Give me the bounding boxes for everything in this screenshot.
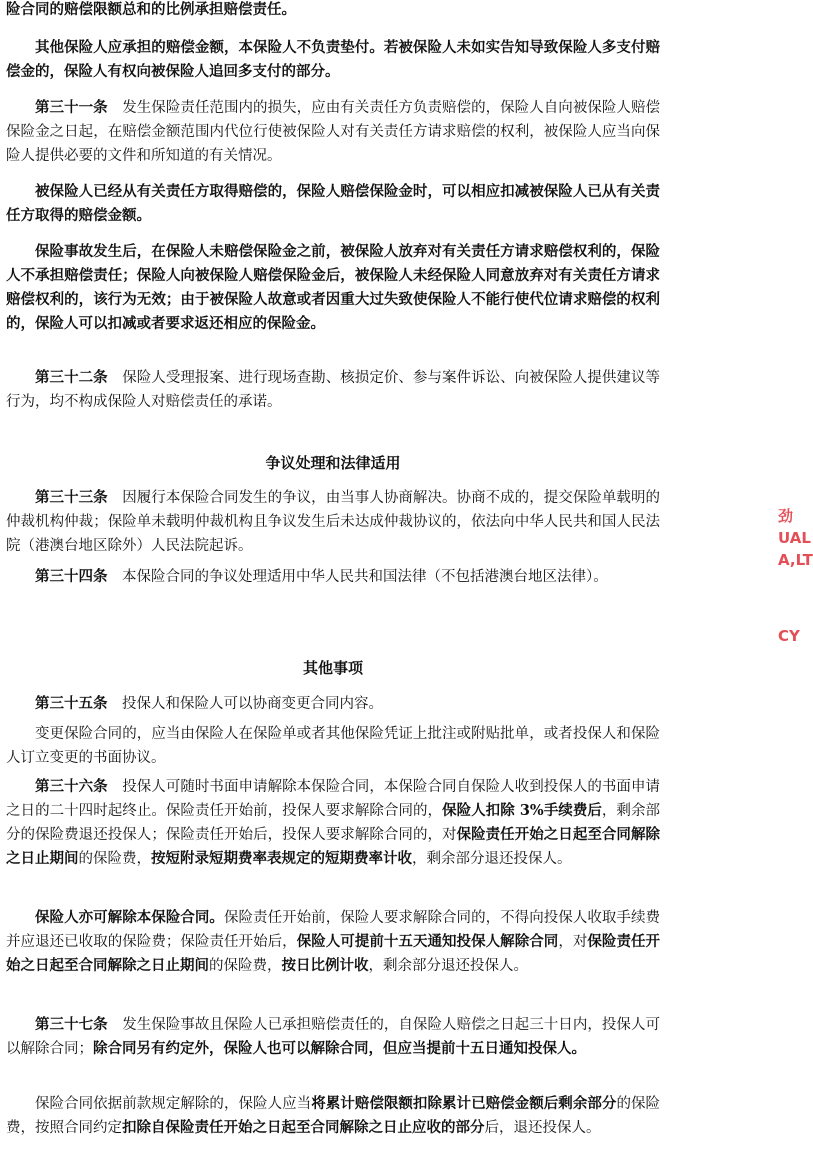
paragraph-article-31 xyxy=(6,96,660,168)
paragraph-refund-after-termination xyxy=(6,1092,660,1140)
text-run: 发生保险责任范围内的损失，应由有关责任方负责赔偿的，保险人自向被保险人赔偿保险金之日起，在赔偿金额范围内代位行使被保险人对有关责任方请求赔偿的权利，被保险人应当向保险人提供必要的文件和所知道的有关情况。 xyxy=(6,100,661,164)
bold-text-run: 保险人扣除 3%手续费后 xyxy=(442,802,602,819)
bold-text-run: 第三十六条 xyxy=(35,778,108,795)
paragraph-article-32 xyxy=(6,366,660,414)
text-run: 的保险费， xyxy=(78,851,151,867)
text-run: 保险合同依据前款规定解除的，保险人应当 xyxy=(35,1096,312,1112)
bold-text-run: 第三十五条 xyxy=(35,695,108,712)
paragraph-article-34 xyxy=(6,565,660,589)
bold-text-run: 第三十七条 xyxy=(35,1016,108,1033)
paragraph-article-37 xyxy=(6,1013,660,1061)
bold-text-run: 被保险人已经从有关责任方取得赔偿的，保险人赔偿保险金时，可以相应扣减被保险人已从有关责任方取得的赔偿金额。 xyxy=(6,183,660,224)
bold-text-run: 按日比例计收 xyxy=(281,957,369,974)
text-run: 变更保险合同的，应当由保险人在保险单或者其他保险凭证上批注或附贴批单，或者投保人和保险人订立变更的书面协议。 xyxy=(6,726,660,766)
text-run: 的保险费， xyxy=(209,958,282,974)
bold-text-run: 保险责任开始之日起至合同解除之日止期间 xyxy=(6,826,661,867)
bold-text-run: 除合同另有约定外，保险人也可以解除合同，但应当提前十五日通知投保人。 xyxy=(93,1040,586,1057)
stamp-line: UAL xyxy=(778,529,811,547)
text-run: 投保人可随时书面申请解除本保险合同，本保险合同自保险人收到投保人的书面申请之日的二十四时起终止。保险责任开始前，投保人要求解除合同的， xyxy=(6,779,661,819)
text-run: 保险责任开始前，保险人要求解除合同的，不得向投保人收取手续费并应退还已收取的保险费；保险责任开始后， xyxy=(6,910,661,950)
bold-text-run: 第三十二条 xyxy=(35,369,108,386)
paragraph-change-contract xyxy=(6,722,660,770)
paragraph-waiver-of-rights xyxy=(6,240,660,336)
text-run: 投保人和保险人可以协商变更合同内容。 xyxy=(107,696,383,712)
bold-text-run: 保险事故发生后，在保险人未赔偿保险金之前，被保险人放弃对有关责任方请求赔偿权利的，保险人不承担赔偿责任；保险人向被保险人赔偿保险金后，被保险人未经保险人同意放弃对有关责任方请求赔偿权利的，该行为无效；由于被保险人故意或者因重大过失致使保险人不能行使代位请求赔偿的权利的，保险人可以扣减或者要求返还相应的保险金。 xyxy=(6,243,660,332)
text-run: 保险人受理报案、进行现场查勘、核损定价、参与案件诉讼、向被保险人提供建议等行为，均不构成保险人对赔偿责任的承诺。 xyxy=(6,370,661,410)
bold-text-run: 保险人可提前十五天通知投保人解除合同 xyxy=(296,933,559,950)
section-heading-dispute: 争议处理和法律适用 xyxy=(265,454,401,472)
text-run: 因履行本保险合同发生的争议，由当事人协商解决。协商不成的，提交保险单载明的仲裁机构仲裁；保险单未载明仲裁机构且争议发生后未达成仲裁协议的，依法向中华人民共和国人民法院（港澳台地区除外）人民法院起诉。 xyxy=(6,490,661,554)
bold-text-run: 其他保险人应承担的赔偿金额，本保险人不负责垫付。若被保险人未如实告知导致保险人多支付赔偿金的，保险人有权向被保险人追回多支付的部分。 xyxy=(6,39,660,80)
text-run: 后，退还投保人。 xyxy=(484,1120,601,1136)
bold-text-run: 第三十三条 xyxy=(35,489,108,506)
bold-text-run: 保险责任开始之日起至合同解除之日止期间 xyxy=(6,933,661,974)
paragraph-proportional-liability xyxy=(6,0,660,22)
paragraph-article-36 xyxy=(6,775,660,871)
paragraph-article-35 xyxy=(6,692,660,716)
text-run: 的保险费，按照合同约定 xyxy=(6,1096,661,1136)
bold-text-run: 扣除自保险责任开始之日起至合同解除之日止应收的部分 xyxy=(122,1119,485,1136)
text-run: 本保险合同的争议处理适用中华人民共和国法律（不包括港澳台地区法律）。 xyxy=(107,569,608,585)
paragraph-no-advance-payment xyxy=(6,36,660,84)
section-heading-other: 其他事项 xyxy=(302,659,363,677)
stamp-line: A,LT xyxy=(778,551,813,569)
red-seal-stamp xyxy=(778,505,813,647)
bold-text-run: 将累计赔偿限额扣除累计已赔偿金额后剩余部分 xyxy=(311,1095,617,1112)
paragraph-deduct-compensation xyxy=(6,180,660,228)
stamp-line: CY xyxy=(778,627,800,645)
bold-text-run: 险合同的赔偿限额总和的比例承担赔偿责任。 xyxy=(6,1,296,18)
text-run: ，对 xyxy=(558,934,588,950)
bold-text-run: 第三十一条 xyxy=(35,99,108,116)
paragraph-insurer-termination xyxy=(6,906,660,978)
stamp-line: 劲 xyxy=(778,507,794,525)
text-run: 发生保险事故且保险人已承担赔偿责任的，自保险人赔偿之日起三十日内，投保人可以解除合同； xyxy=(6,1017,661,1057)
text-run: ，剩余部分的保险费退还投保人；保险责任开始后，投保人要求解除合同的，对 xyxy=(6,803,660,843)
bold-text-run: 保险人亦可解除本保险合同。 xyxy=(35,909,224,926)
paragraph-article-33 xyxy=(6,486,660,558)
bold-text-run: 第三十四条 xyxy=(35,568,108,585)
text-run: ，剩余部分退还投保人。 xyxy=(368,958,528,974)
bold-text-run: 按短附录短期费率表规定的短期费率计收 xyxy=(151,850,412,867)
text-run: ，剩余部分退还投保人。 xyxy=(412,851,572,867)
